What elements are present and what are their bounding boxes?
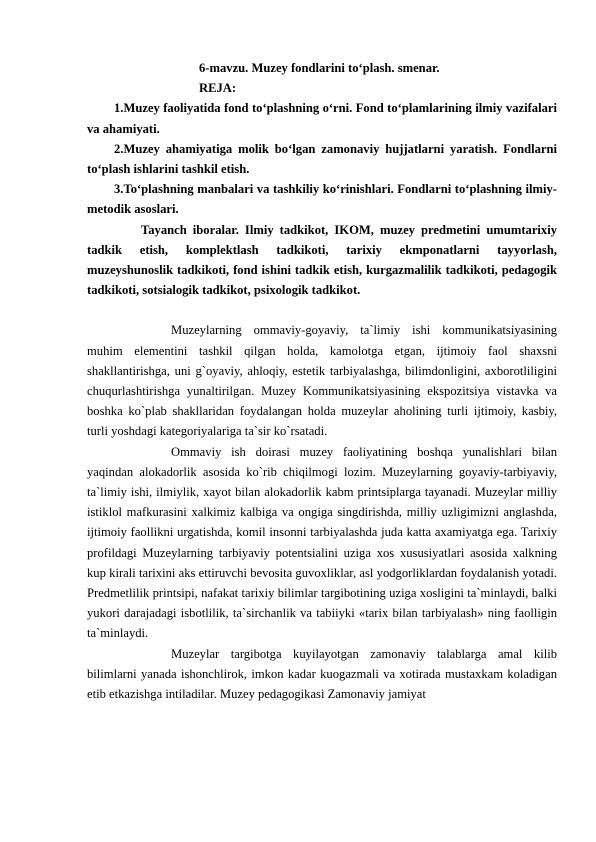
plan-item: 1.Muzey faoliyatida fond to‘plashning o‘rni. Fond to‘plamlarining ilmiy vazifalari va ahamiyati. (87, 101, 557, 136)
plan-item: 2.Muzey ahamiyatiga molik bo‘lgan zamonaviy hujjatlarni yaratish. Fondlarni to‘plash ishlarini tashkil etish. (87, 141, 557, 177)
body-paragraph: Ommaviy ish doirasi muzey faoliyatining boshqa yunalishlari bilan yaqindan alokadorlik asosida ko`rib chiqilmogi lozim. Muzeylarning goyaviy-tarbiyaviy, ta`limiy ishi, ilmiylik, xayot bilan alokadorlik kabm printsiplarga tayanadi. Muzeylar milliy istiklol mafkurasini xalkimiz kalbiga va ongiga singdirishda, milliy uzligimizni anglashda, ijtimoiy faollikni urgatishda, komil insonni tarbiyalashda juda katta axamiyatga ega. Tarixiy profildagi Muzeylarning tarbiyaviy potentsialini uziga xos xususiyatlari asosida xalkning kup kirali tarixini aks ettiruvchi bevosita guvoxliklar, asl yodgorliklardan foydalanish yotadi. Predmetlilik printsipi, nafakat tarixiy bilimlar targibotining uziga xosligini ta`minlaydi, balki yukori darajadagi isbotlilik, ta`sirchanlik va tabiiyki «tarix bilan tarbiyalash» ning faolligin ta`minlaydi. (87, 444, 557, 641)
plan-item: 3.To‘plashning manbalari va tashkiliy ko‘rinishlari. Fondlarni to‘plashning ilmiy-metodik asoslari. (87, 182, 557, 217)
plan-heading: REJA: (199, 81, 237, 96)
keywords-paragraph: Tayanch iboralar. Ilmiy tadkikot, IKOM, muzey predmetini umumtarixiy tadkik etish, komplektlash tadkikoti, tarixiy ekmponatlarni tayyorlash, muzeyshunoslik tadkikoti, fond ishini tadkik etish, kurgazmalilik tadkikoti, pedagogik tadkikoti, sotsialogik tadkikot, psixologik tadkikot. (87, 222, 557, 298)
body-paragraph: Muzeylar targibotga kuyilayotgan zamonaviy talablarga amal kilib bilimlarni yanada ishonchlirok, imkon kadar kuogazmali va xotirada mustaxkam koladigan etib etkazishga intiladilar. Muzey pedagogikasi Zamonaviy jamiyat (87, 646, 557, 702)
body-paragraph: Muzeylarning ommaviy-goyaviy, ta`limiy ishi kommunikatsiyasining muhim elementini tashkil qilgan holda, kamolotga etgan, ijtimoiy faol shaxsni shakllantirishga, uni g`oyaviy, ahloqiy, estetik tarbiyalashga, bilimdonligini, axborotliligini chuqurlashtirishga yunaltirilgan. Muzey Kommunikatsiyasining ekspozitsiya vistavka va boshka ko`plab shakllaridan foydalangan holda muzeylar aholining turli ijtimoiy, kasbiy, turli yoshdagi kategoriyalariga ta`sir ko`rsatadi. (87, 323, 557, 439)
document-page (87, 58, 557, 704)
document-title: 6-mavzu. Muzey fondlarini to‘plash. smenar. (199, 61, 440, 75)
